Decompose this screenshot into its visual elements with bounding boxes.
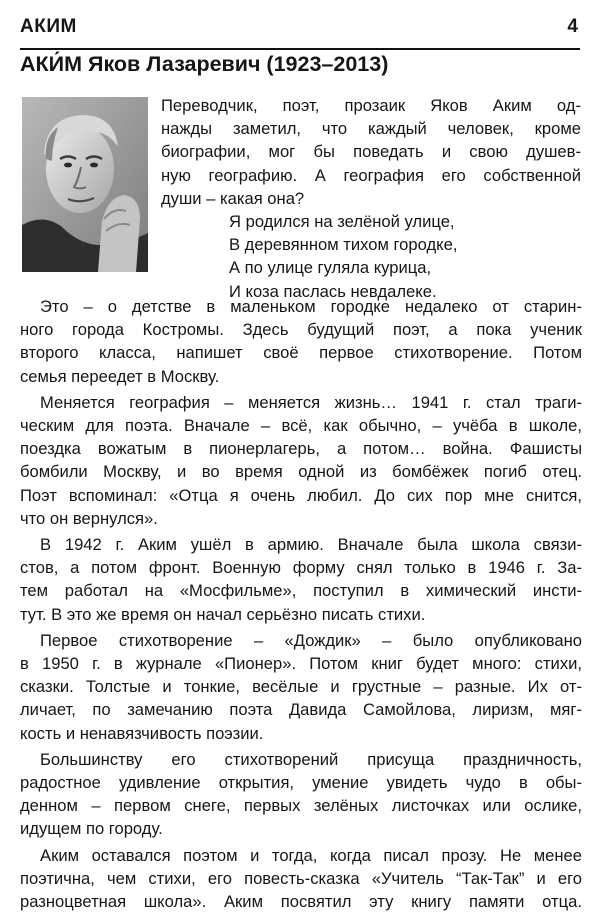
body-line: поездка вожатым в пионерлагерь, а потом… война. Фашисты <box>20 439 582 459</box>
poem-line: В деревянном тихом городке, <box>229 235 458 255</box>
body-line: Меняется география – меняется жизнь… 1941 г. стал траги- <box>40 392 582 412</box>
body-line: Поэт вспоминал: «Отца я очень любил. До сих пор мне снится, <box>20 485 582 505</box>
body-line: тут. В это же время он начал серьёзно писать стихи. <box>20 604 426 624</box>
body-line: Это – о детстве в маленьком городке недалеко от старин- <box>40 297 582 316</box>
author-portrait <box>22 97 148 272</box>
body-line: семья переедет в Москву. <box>20 366 220 386</box>
body-line: бомбили Москву, и во время одной из бомбёжек погиб отец. <box>20 462 582 482</box>
intro-paragraph <box>161 94 581 210</box>
body-line: поэтична, чем стихи, его повесть-сказка «Учитель “Так-Так” и его <box>20 868 582 888</box>
article-title: АКИ́М Яков Лазаревич (1923–2013) <box>20 52 389 76</box>
intro-line: ную географию. А география его собственной <box>161 165 581 185</box>
poem-line: Я родился на зелёной улице, <box>229 212 455 231</box>
page-header <box>20 12 580 50</box>
body-line: Большинству его стихотворений присуща праздничность, <box>40 749 582 769</box>
body-line: в 1950 г. в журнале «Пионер». Потом книг будет много: стихи, <box>20 654 582 674</box>
intro-line: нажды заметил, что каждый человек, кроме <box>161 119 581 139</box>
body-line: идущем по городу. <box>20 819 163 839</box>
body-line: В 1942 г. Аким ушёл в армию. Вначале была школа связи- <box>40 535 582 555</box>
article-body <box>20 295 582 913</box>
body-line: кость и ненавязчивость поэзии. <box>20 723 264 743</box>
body-line: разноцветная школа». Аким посвятил эту книгу памяти отца. <box>20 892 582 912</box>
intro-line: души – какая она? <box>161 188 305 208</box>
body-line: ческим для поэта. Вначале – всё, как обычно, – учёба в школе, <box>20 416 582 436</box>
body-line: Первое стихотворение – «Дождик» – было опубликовано <box>40 630 582 650</box>
page-number: 4 <box>567 16 578 37</box>
body-line: Аким оставался поэтом и тогда, когда писал прозу. Не менее <box>40 845 582 865</box>
poem-line: А по улице гуляла курица, <box>229 258 432 278</box>
intro-line: биографии, мог бы поведать и свою душев- <box>161 142 581 162</box>
body-line: радостное удивление открытия, умение увидеть чудо в обы- <box>20 773 582 793</box>
body-line: тем работал на «Мосфильме», поступил в химический инсти- <box>20 581 582 601</box>
poem-line: И коза паслась невдалеке. <box>229 281 437 301</box>
body-line: денном – первом снеге, первых зелёных листочках или ослике, <box>20 796 582 816</box>
poem-quote <box>229 210 457 303</box>
body-line: личает, по замечанию поэта Давида Самойлова, лиризм, мяг- <box>20 700 582 720</box>
body-line: стов, а потом фронт. Военную форму снял только в 1946 г. За- <box>20 558 582 578</box>
intro-line: Переводчик, поэт, прозаик Яков Аким од- <box>161 96 581 115</box>
body-line: ного города Костромы. Здесь будущий поэт, а пока ученик <box>20 320 582 340</box>
running-head: АКИМ <box>20 16 77 37</box>
body-line: сказки. Толстые и тонкие, весёлые и грустные – разные. Их от- <box>20 677 582 697</box>
body-line: второго класса, напишет своё первое стихотворение. Потом <box>20 343 582 363</box>
body-line: что он вернулся». <box>20 508 158 528</box>
